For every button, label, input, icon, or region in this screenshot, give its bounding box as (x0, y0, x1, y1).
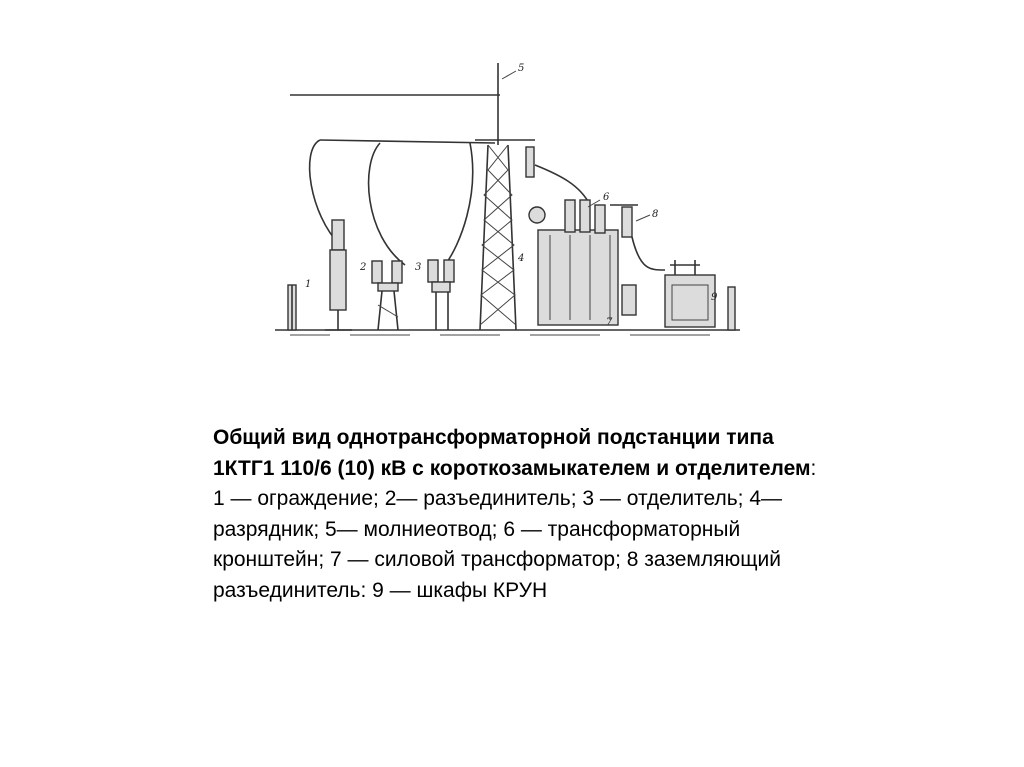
figure-caption (213, 423, 833, 606)
surge-arrester (526, 147, 534, 177)
label-6: 6 (603, 192, 610, 203)
label-8: 8 (652, 209, 659, 220)
line-conductor-mid (369, 143, 405, 265)
label-3: 3 (415, 262, 422, 273)
label-9: 9 (711, 292, 718, 303)
caption-colon: : (810, 456, 817, 480)
label-5: 5 (518, 63, 525, 74)
insulator-column (325, 220, 352, 330)
disconnector (372, 261, 402, 330)
label-4: 4 (518, 253, 525, 264)
label-2: 2 (360, 262, 367, 273)
fence (288, 285, 296, 330)
caption-legend: 1 — ограждение; 2— разъединитель; 3 — отделитель; 4— разрядник; 5— молниеотвод; 6 — трансформаторный кронштейн; 7 — силовой трансформатор; 8 заземляющий разъединитель: 9 — шкафы КРУН (213, 487, 782, 602)
tower-lead (535, 165, 590, 205)
label-7: 7 (606, 317, 613, 328)
cable-to-krun (632, 237, 665, 270)
label-1: 1 (305, 279, 312, 290)
span-wire (320, 140, 495, 143)
krun-cabinet (665, 260, 715, 327)
separator (428, 260, 454, 330)
line-conductor-right (445, 143, 473, 265)
substation-drawing (270, 55, 750, 345)
lightning-mast (475, 63, 535, 330)
power-transformer (529, 200, 618, 325)
caption-title: Общий вид однотрансформаторной подстанции типа 1КТГ1 110/6 (10) кВ с короткозамыкателем и отделителем (213, 426, 811, 480)
right-fence-post (728, 287, 735, 330)
